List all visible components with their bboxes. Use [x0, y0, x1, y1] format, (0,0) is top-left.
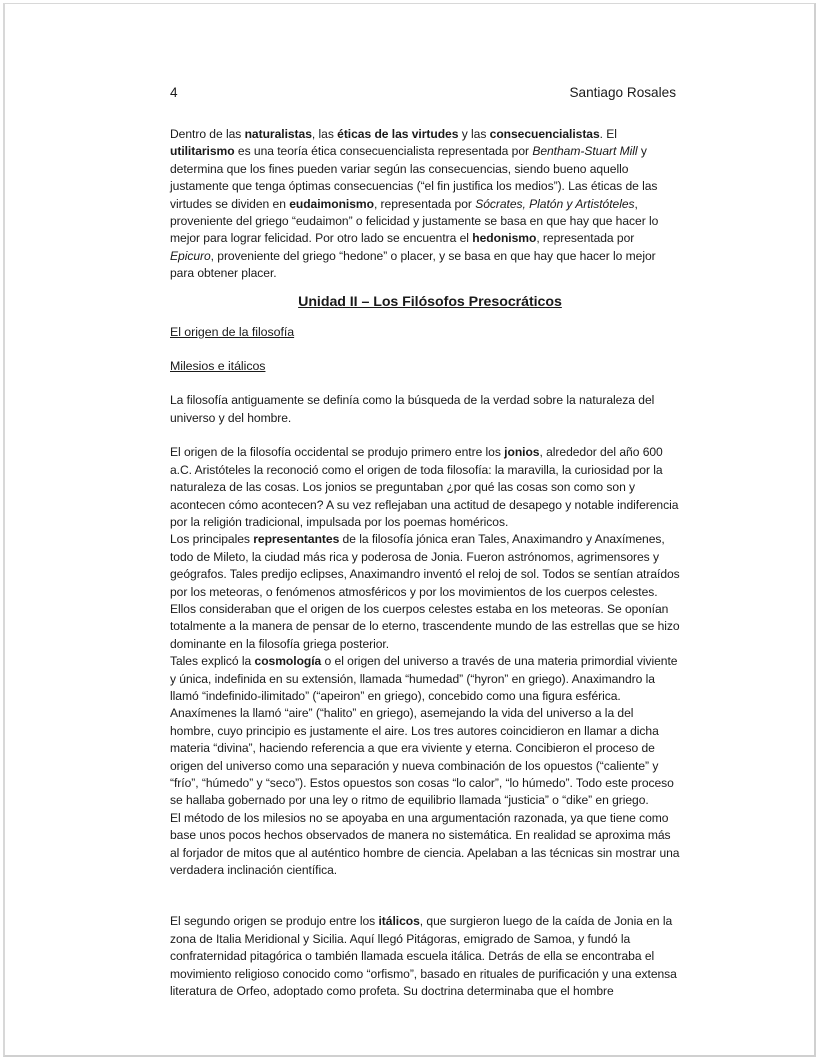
author-name: Santiago Rosales: [569, 85, 676, 100]
ionians-paragraph: El origen de la filosofía occidental se produjo primero entre los jonios, alrededor del año 600 a.C. Aristóteles la reconoció como el origen de toda filosofía: la maravilla, la curiosidad por la naturaleza de las cosas. Los jonios se preguntaban ¿por qué las cosas son como son y acontecen cómo acontecen? A su vez reflejaban una actitud de desapego y notable indiferencia por la religión tradicional, impulsada por los poemas homéricos.: [170, 445, 679, 529]
section-title-milesians: Milesios e itálicos: [170, 359, 266, 374]
method-paragraph: El método de los milesios no se apoyaba en una argumentación razonada, ya que tiene como base unos pocos hechos observados de manera no sistemática. En realidad se aproxima más al forjador de mitos que al auténtico hombre de ciencia. Apelaban a las técnicas sin mostrar una verdadera inclinación científica.: [170, 810, 680, 878]
page-number: 4: [170, 85, 178, 100]
page-header: [170, 84, 676, 102]
intro-paragraph: Dentro de las naturalistas, las éticas de las virtudes y las consecuencialistas. El utilitarismo es una teoría ética consecuencialista representada por Bentham-Stuart Mill y determina que los fines pueden variar según las consecuencias, siendo bueno aquello justamente que tenga óptimas consecuencias (“el fin justifica los medios”). Las éticas de las virtudes se dividen en eudaimonismo, representada por Sócrates, Platón y Artistóteles, proveniente del griego “eudaimon” o felicidad y justamente se basa en que hay que hacer lo mejor para lograr felicidad. Por otro lado se encuentra el hedonismo, representada por Epicuro, proveniente del griego “hedone” o placer, y se basa en que hay que hacer lo mejor para obtener placer.: [170, 127, 659, 281]
cosmology-paragraph: Tales explicó la cosmología o el origen del universo a través de una materia primordial viviente y única, indefinida en su extensión, llamada “humedad” (“hyron” en griego). Anaximandro la llamó “indefinido-ilimitado” (“apeiron” en griego), concebido como una figura esférica. Anaxímenes la llamó “aire” (“halito” en griego), asemejando la vida del universo a la del hombre, cuyo principio es justamente el aire. Los tres autores coincidieron en llamar a dicha materia “divina”, haciendo referencia a que era viviente y eterna. Concibieron el proceso de origen del universo como una separación y nueva combinación de los opuestos (“caliente” y “frío”, “húmedo” y “seco”). Estos opuestos son cosas “lo calor”, “lo húmedo”. Todo este proceso se hallaba gobernado por una ley o ritmo de equilibrio llamada “justicia” o “dike” en griego.: [170, 654, 678, 808]
section-title-origin: El origen de la filosofía: [170, 324, 295, 339]
unit-title: Unidad II – Los Filósofos Presocráticos: [298, 293, 562, 310]
italics-paragraph: El segundo origen se produjo entre los itálicos, que surgieron luego de la caída de Jonia en la zona de Italia Meridional y Sicilia. Aquí llegó Pitágoras, emigrado de Samoa, y fundó la confraternidad pitagórica o también llamada escuela itálica. Detrás de ella se encontraba el movimiento religioso conocido como “orfismo”, basado en rituales de purificación y una extensa literatura de Orfeo, adoptado como profeta. Su doctrina determinaba que el hombre: [170, 914, 677, 999]
page-body: [170, 126, 680, 1000]
document-page: [3, 3, 816, 1057]
representatives-paragraph: Los principales representantes de la filosofía jónica eran Tales, Anaximandro y Anaxímenes, todo de Mileto, la ciudad más rica y poderosa de Jonia. Fueron astrónomos, agrimensores y geógrafos. Tales predijo eclipses, Anaximandro inventó el reloj de sol. Todos se sentían atraídos por los meteoras, o fenómenos atmosféricos y por los movimientos de los cuerpos celestes. Ellos consideraban que el origen de los cuerpos celestes estaba en los meteoras. Se oponían totalmente a la manera de pensar de lo eterno, trascendente mundo de las estrellas que se hizo dominante en la filosofía griega posterior.: [170, 532, 680, 651]
definition-paragraph: La filosofía antiguamente se definía como la búsqueda de la verdad sobre la naturaleza del universo y del hombre.: [170, 393, 655, 425]
